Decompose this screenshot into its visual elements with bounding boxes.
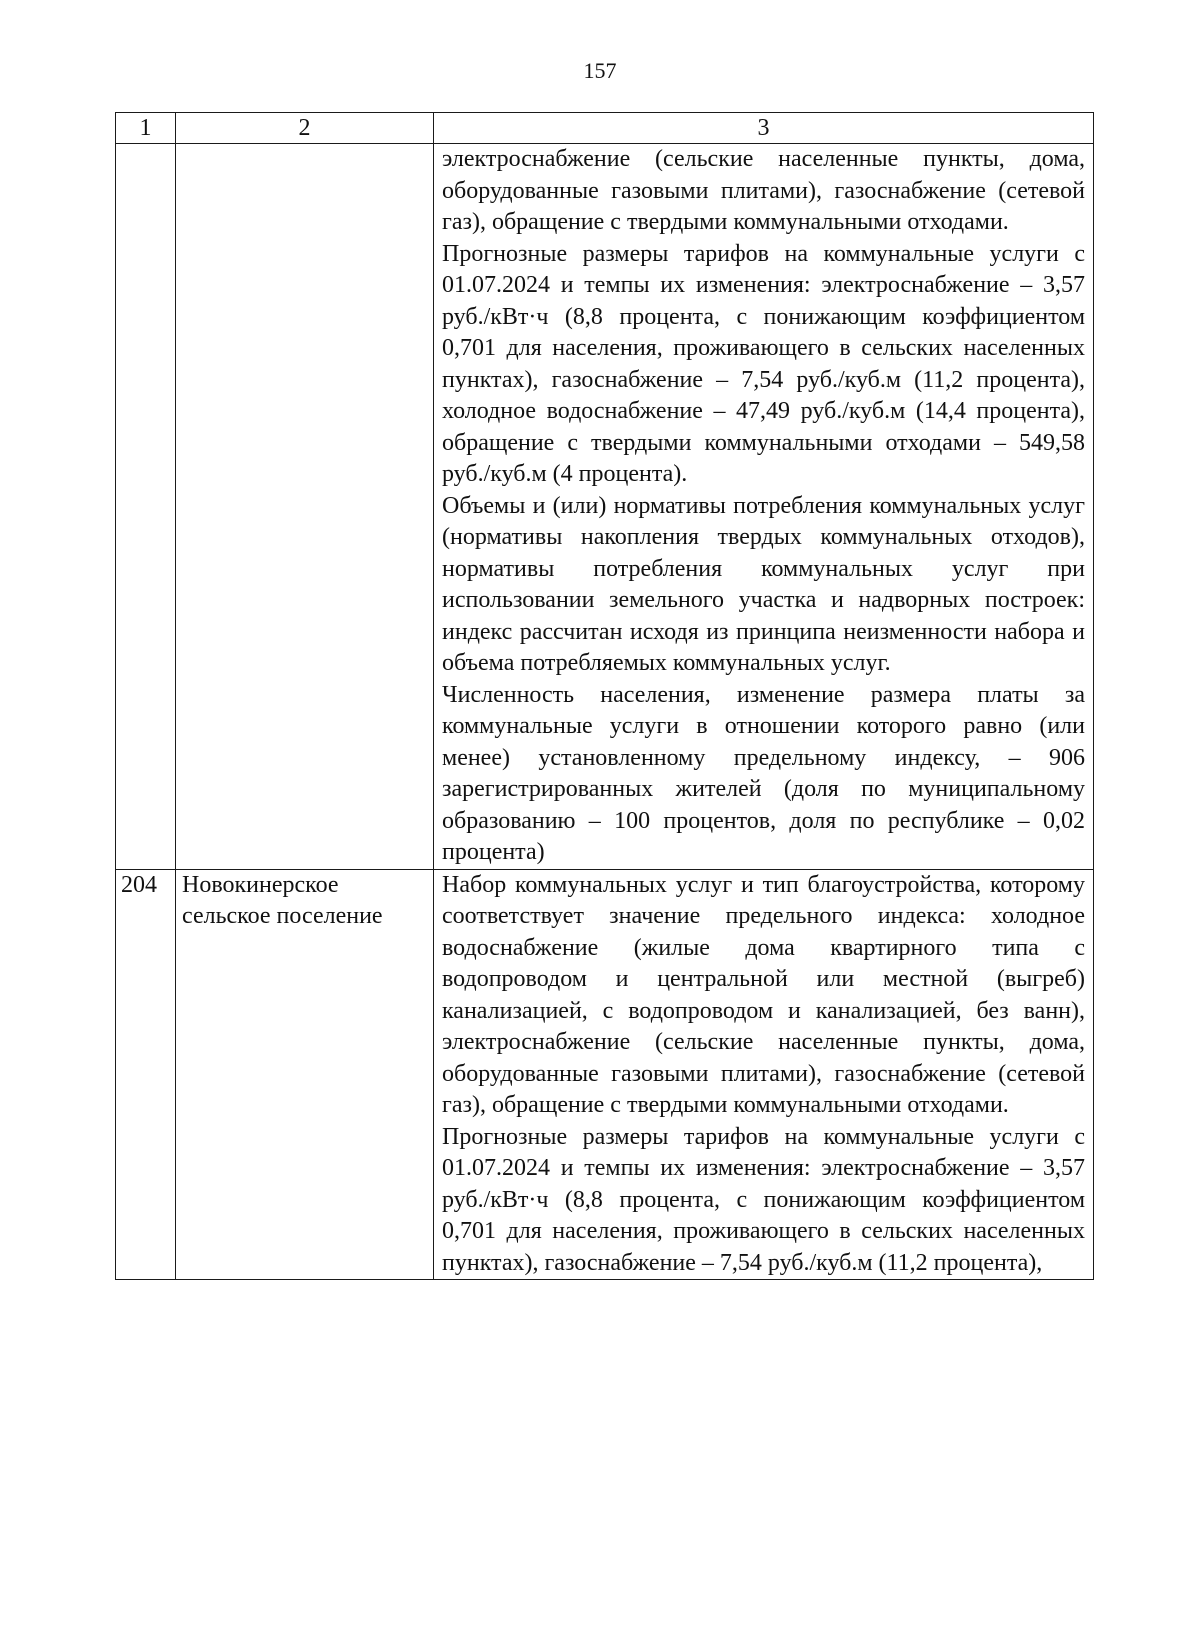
- tariff-table: [115, 112, 1094, 1280]
- settlement-name: Новокинерское сельское поселение: [176, 869, 434, 1280]
- row-number: [116, 144, 176, 870]
- table-row: [116, 869, 1094, 1280]
- column-header-1: 1: [116, 113, 176, 144]
- column-header-3: 3: [434, 113, 1094, 144]
- table-row: [116, 144, 1094, 870]
- row-content: [434, 144, 1094, 870]
- row-number: 204: [116, 869, 176, 1280]
- table-header-row: [116, 113, 1094, 144]
- paragraph: Объемы и (или) нормативы потребления коммунальных услуг (нормативы накопления твердых коммунальных отходов), нормативы потребления коммунальных услуг при использовании земельного участка и надворных построек: индекс рассчитан исходя из принципа неизменности набора и объема потребляемых коммунальных услуг.: [442, 492, 1085, 676]
- settlement-name: [176, 144, 434, 870]
- row-content: [434, 869, 1094, 1280]
- paragraph: Прогнозные размеры тарифов на коммунальные услуги с 01.07.2024 и темпы их изменения: электроснабжение – 3,57 руб./кВт·ч (8,8 процента, с понижающим коэффициентом 0,701 для населения, проживающего в сельских населенных пунктах), газоснабжение – 7,54 руб./куб.м (11,2 процента),: [442, 1123, 1085, 1276]
- paragraph: электроснабжение (сельские населенные пункты, дома, оборудованные газовыми плитами), газоснабжение (сетевой газ), обращение с твердыми коммунальными отходами.: [442, 146, 1085, 235]
- paragraph: Набор коммунальных услуг и тип благоустройства, которому соответствует значение предельного индекса: холодное водоснабжение (жилые дома квартирного типа с водопроводом и центральной или местной (выгреб) канализацией, с водопроводом и канализацией, без ванн), электроснабжение (сельские населенные пункты, дома, оборудованные газовыми плитами), газоснабжение (сетевой газ), обращение с твердыми коммунальными отходами.: [442, 871, 1085, 1118]
- page-number: 157: [583, 58, 617, 83]
- paragraph: Численность населения, изменение размера платы за коммунальные услуги в отношении которого равно (или менее) установленному предельному индексу, – 906 зарегистрированных жителей (доля по муниципальному образованию – 100 процентов, доля по республике – 0,02 процента): [442, 681, 1085, 865]
- column-header-2: 2: [176, 113, 434, 144]
- paragraph: Прогнозные размеры тарифов на коммунальные услуги с 01.07.2024 и темпы их изменения: электроснабжение – 3,57 руб./кВт·ч (8,8 процента, с понижающим коэффициентом 0,701 для населения, проживающего в сельских населенных пунктах), газоснабжение – 7,54 руб./куб.м (11,2 процента), холодное водоснабжение – 47,49 руб./куб.м (14,4 процента), обращение с твердыми коммунальными отходами – 549,58 руб./куб.м (4 процента).: [442, 240, 1085, 487]
